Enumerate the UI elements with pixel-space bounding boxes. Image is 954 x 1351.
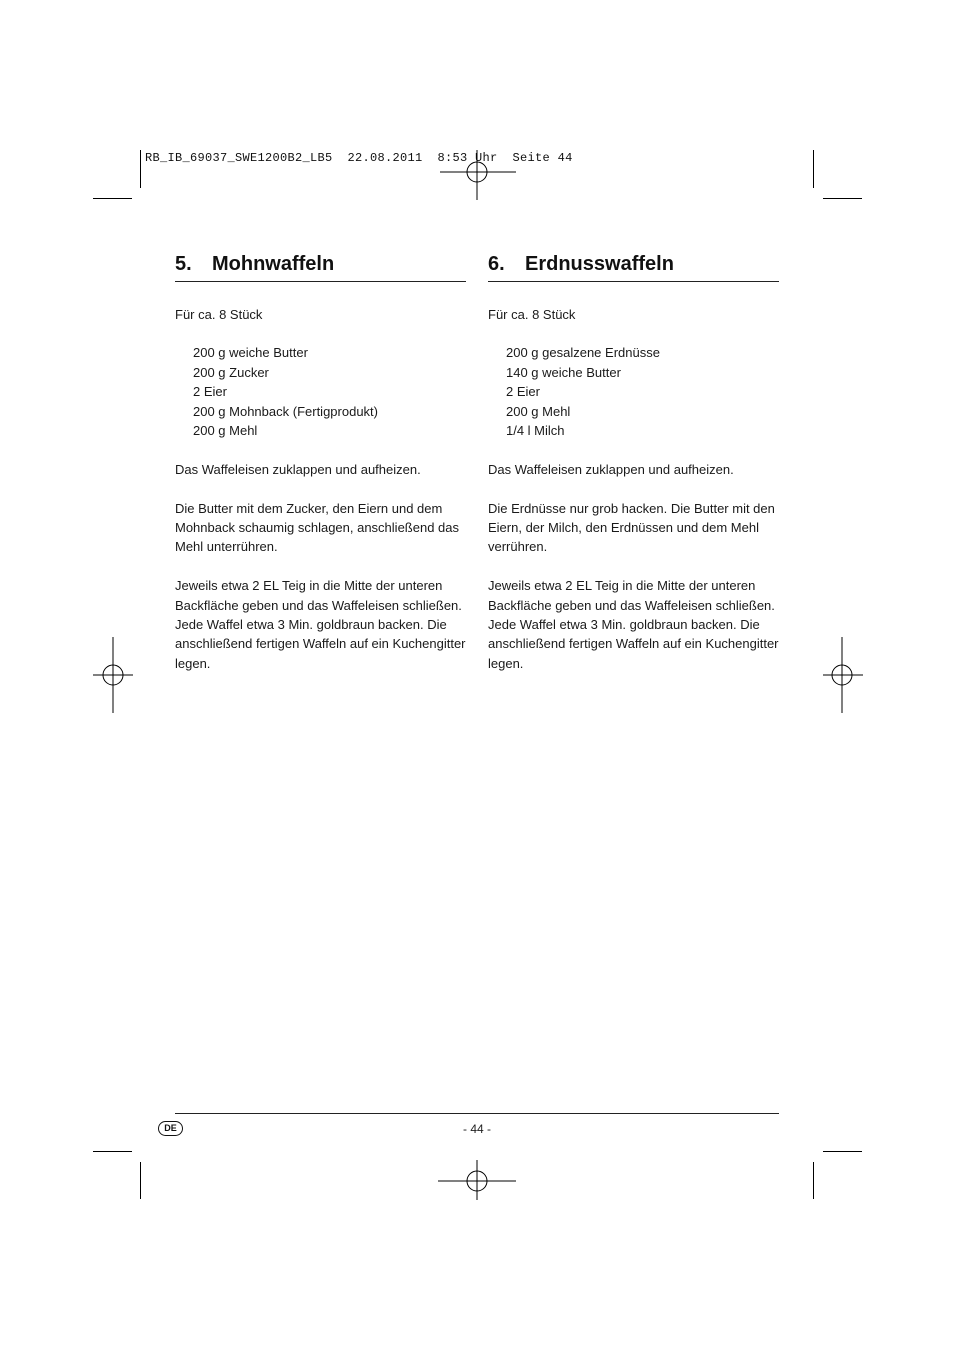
instruction-step: Jeweils etwa 2 EL Teig in die Mitte der unteren Backfläche geben und das Waffeleisen schließen. Jede Waffel etwa 3 Min. goldbraun backen. Die anschließend fertigen Waffeln auf ein Kuchengitter legen. xyxy=(175,578,466,671)
ingredient-item: 2 Eier xyxy=(506,384,540,400)
instruction-step: Das Waffeleisen zuklappen und aufheizen. xyxy=(175,461,421,477)
registration-mark-right xyxy=(823,637,863,713)
page-number: - 44 - xyxy=(462,1122,491,1136)
ingredient-item: 200 g Zucker xyxy=(193,364,269,380)
recipe-heading xyxy=(175,253,466,282)
ingredient-item: 200 g gesalzene Erdnüsse xyxy=(506,345,660,361)
ingredient-item: 1/4 l Milch xyxy=(506,423,565,439)
registration-mark-top xyxy=(440,150,516,200)
ingredient-item: 200 g Mehl xyxy=(506,403,571,419)
ingredient-list xyxy=(193,343,466,440)
footer-divider xyxy=(175,1113,779,1114)
ingredient-item: 200 g weiche Butter xyxy=(193,345,308,361)
instruction-step: Die Butter mit dem Zucker, den Eiern und dem Mohnback schaumig schlagen, anschließend das Mehl unterrühren. xyxy=(175,500,460,555)
recipe-number: 5. xyxy=(175,253,192,275)
registration-mark-bottom xyxy=(438,1160,516,1200)
instruction-step: Jeweils etwa 2 EL Teig in die Mitte der unteren Backfläche geben und das Waffeleisen schließen. Jede Waffel etwa 3 Min. goldbraun backen. Die anschließend fertigen Waffeln auf ein Kuchengitter legen. xyxy=(488,578,779,671)
recipe-heading xyxy=(488,253,779,282)
recipe-number: 6. xyxy=(488,253,505,275)
recipe-mohnwaffeln xyxy=(175,253,466,673)
ingredient-list xyxy=(506,343,779,440)
recipe-title: Mohnwaffeln xyxy=(212,253,335,275)
recipe-erdnusswaffeln xyxy=(488,253,779,673)
recipe-servings: Für ca. 8 Stück xyxy=(175,307,263,322)
ingredient-item: 2 Eier xyxy=(193,384,227,400)
instruction-step: Die Erdnüsse nur grob hacken. Die Butter mit den Eiern, der Milch, den Erdnüssen und dem Mehl verrühren. xyxy=(488,500,775,555)
ingredient-item: 200 g Mehl xyxy=(193,423,258,439)
ingredient-item: 140 g weiche Butter xyxy=(506,364,621,380)
instruction-step: Das Waffeleisen zuklappen und aufheizen. xyxy=(488,461,734,477)
recipe-title: Erdnusswaffeln xyxy=(525,253,674,275)
ingredient-item: 200 g Mohnback (Fertigprodukt) xyxy=(193,403,378,419)
print-slug: RB_IB_69037_SWE1200B2_LB5 22.08.2011 8:53 Uhr Seite 44 xyxy=(145,151,573,165)
recipe-servings: Für ca. 8 Stück xyxy=(488,307,576,322)
language-badge: DE xyxy=(158,1121,183,1136)
registration-mark-left xyxy=(93,637,133,713)
